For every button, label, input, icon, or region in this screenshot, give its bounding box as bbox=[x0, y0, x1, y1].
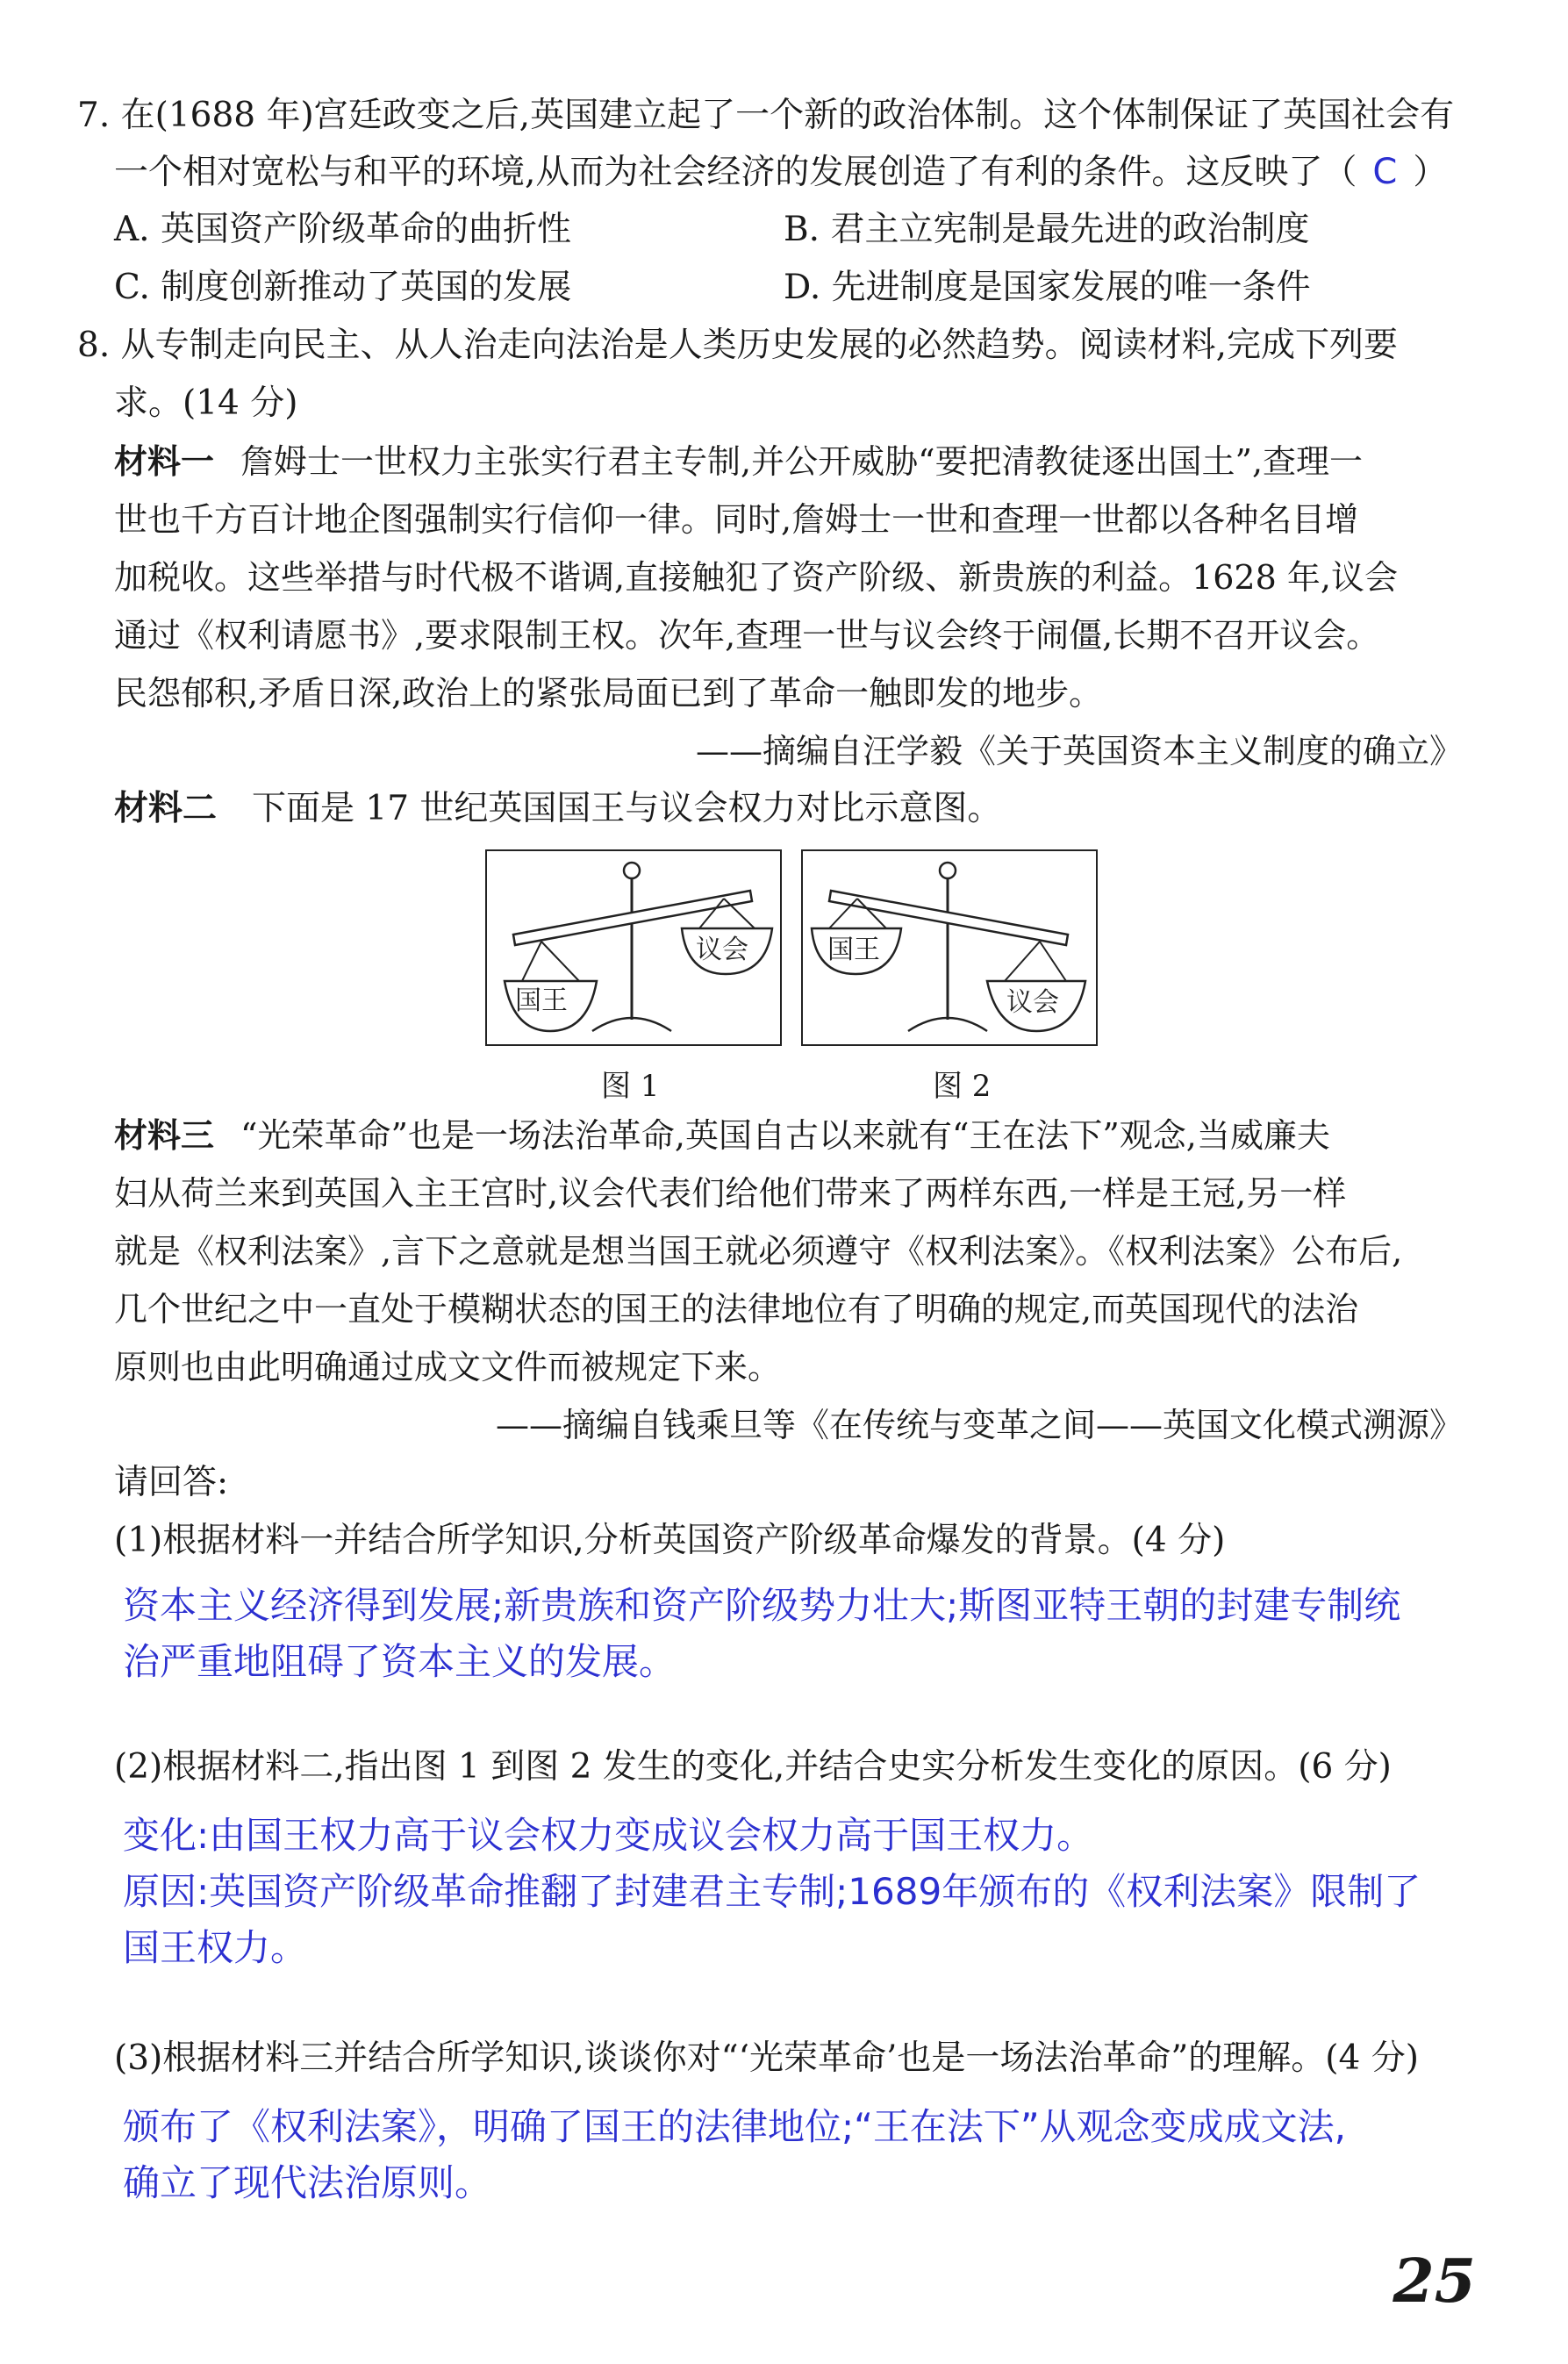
fig1-parliament-label: 议会 bbox=[696, 935, 748, 965]
q8-stem-line2: 求。(14 分) bbox=[114, 383, 298, 423]
page-number: 25 bbox=[1393, 2246, 1476, 2317]
material2-label: 材料二 bbox=[114, 789, 218, 828]
q7-stem-text: 一个相对宽松与和平的环境,从而为社会经济的发展创造了有利的条件。这反映了（ bbox=[114, 153, 1357, 192]
figure-2 bbox=[801, 849, 1098, 1046]
answer-1-line1: 资本主义经济得到发展;新贵族和资产阶级势力壮大;斯图亚特王朝的封建专制统 bbox=[123, 1584, 1401, 1627]
figure-2-caption: 图 2 bbox=[933, 1069, 992, 1104]
q8-stem-line1: 8. 从专制走向民主、从人治走向法治是人类历史发展的必然趋势。阅读材料,完成下列要 bbox=[77, 326, 1399, 365]
material3-line5: 原则也由此明确通过成文文件而被规定下来。 bbox=[114, 1348, 782, 1386]
material2-text: 下面是 17 世纪英国国王与议会权力对比示意图。 bbox=[252, 789, 1002, 828]
material2-line bbox=[114, 786, 1001, 832]
subquestion-1: (1)根据材料一并结合所学知识,分析英国资产阶级革命爆发的背景。(4 分) bbox=[114, 1521, 1226, 1560]
material3-line2: 妇从荷兰来到英国入主王宫时,议会代表们给他们带来了两样东西,一样是王冠,另一样 bbox=[114, 1174, 1347, 1213]
q7-option-b: B. 君主立宪制是最先进的政治制度 bbox=[784, 210, 1310, 249]
material3-source: ——摘编自钱乘旦等《在传统与变革之间——英国文化模式溯源》 bbox=[495, 1406, 1463, 1444]
material1-text1: 詹姆士一世权力主张实行君主专制,并公开威胁“要把清教徒逐出国土”,查理一 bbox=[240, 442, 1364, 481]
material3-line1 bbox=[114, 1113, 1330, 1158]
balance-scale-figure-2 bbox=[803, 851, 1096, 1044]
fig2-king-label: 国王 bbox=[827, 935, 880, 965]
answer-3-line1: 颁布了《权利法案》，明确了国王的法律地位;“王在法下”从观念变成成文法, bbox=[123, 2105, 1347, 2148]
answer-2-line3: 国王权力。 bbox=[123, 1926, 308, 1969]
balance-scale-figure-1 bbox=[487, 851, 780, 1044]
fig2-parliament-label: 议会 bbox=[1006, 987, 1059, 1018]
figure-1 bbox=[485, 849, 782, 1046]
figure-1-caption: 图 1 bbox=[601, 1069, 660, 1104]
q7-close-paren: ） bbox=[1413, 153, 1448, 192]
q7-option-d: D. 先进制度是国家发展的唯一条件 bbox=[784, 268, 1311, 307]
q7-answer: C bbox=[1372, 152, 1398, 192]
material3-label: 材料三 bbox=[114, 1116, 215, 1155]
answer-3-line2: 确立了现代法治原则。 bbox=[123, 2161, 492, 2204]
material1-line1 bbox=[114, 439, 1363, 484]
subquestion-3: (3)根据材料三并结合所学知识,谈谈你对“‘光荣革命’也是一场法治革命”的理解。(4 分) bbox=[114, 2038, 1419, 2078]
material1-label: 材料一 bbox=[114, 442, 215, 481]
answer-2-line2: 原因:英国资产阶级革命推翻了封建君主专制;1689年颁布的《权利法案》限制了 bbox=[123, 1870, 1421, 1913]
material1-line5: 民怨郁积,矛盾日深,政治上的紧张局面已到了革命一触即发的地步。 bbox=[114, 674, 1103, 713]
material1-line2: 世也千方百计地企图强制实行信仰一律。同时,詹姆士一世和查理一世都以各种名目增 bbox=[114, 500, 1359, 539]
material1-line4: 通过《权利请愿书》,要求限制王权。次年,查理一世与议会终于闹僵,长期不召开议会。 bbox=[114, 616, 1380, 655]
material1-line3: 加税收。这些举措与时代极不谐调,直接触犯了资产阶级、新贵族的利益。1628 年,议会 bbox=[114, 558, 1398, 597]
fig1-king-label: 国王 bbox=[515, 985, 568, 1016]
material3-line3: 就是《权利法案》,言下之意就是想当国王就必须遵守《权利法案》。《权利法案》公布后, bbox=[114, 1232, 1403, 1271]
answer-1-line2: 治严重地阻碍了资本主义的发展。 bbox=[123, 1640, 677, 1683]
q7-option-c: C. 制度创新推动了英国的发展 bbox=[114, 268, 572, 307]
subquestion-2: (2)根据材料二,指出图 1 到图 2 发生的变化,并结合史实分析发生变化的原因。(6 分) bbox=[114, 1747, 1392, 1787]
q7-stem-line1: 7. 在(1688 年)宫廷政变之后,英国建立起了一个新的政治体制。这个体制保证了英国社会有 bbox=[77, 96, 1455, 135]
material3-line4: 几个世纪之中一直处于模糊状态的国王的法律地位有了明确的规定,而英国现代的法治 bbox=[114, 1290, 1359, 1329]
answer-2-line1: 变化:由国王权力高于议会权力变成议会权力高于国王权力。 bbox=[123, 1814, 1094, 1857]
q7-option-a: A. 英国资产阶级革命的曲折性 bbox=[114, 210, 571, 249]
please-answer: 请回答: bbox=[114, 1463, 229, 1502]
q7-stem-line2 bbox=[114, 149, 1447, 196]
material1-source: ——摘编自汪学毅《关于英国资本主义制度的确立》 bbox=[695, 732, 1463, 770]
material3-text1: “光荣革命”也是一场法治革命,英国自古以来就有“王在法下”观念,当威廉夫 bbox=[240, 1116, 1330, 1155]
